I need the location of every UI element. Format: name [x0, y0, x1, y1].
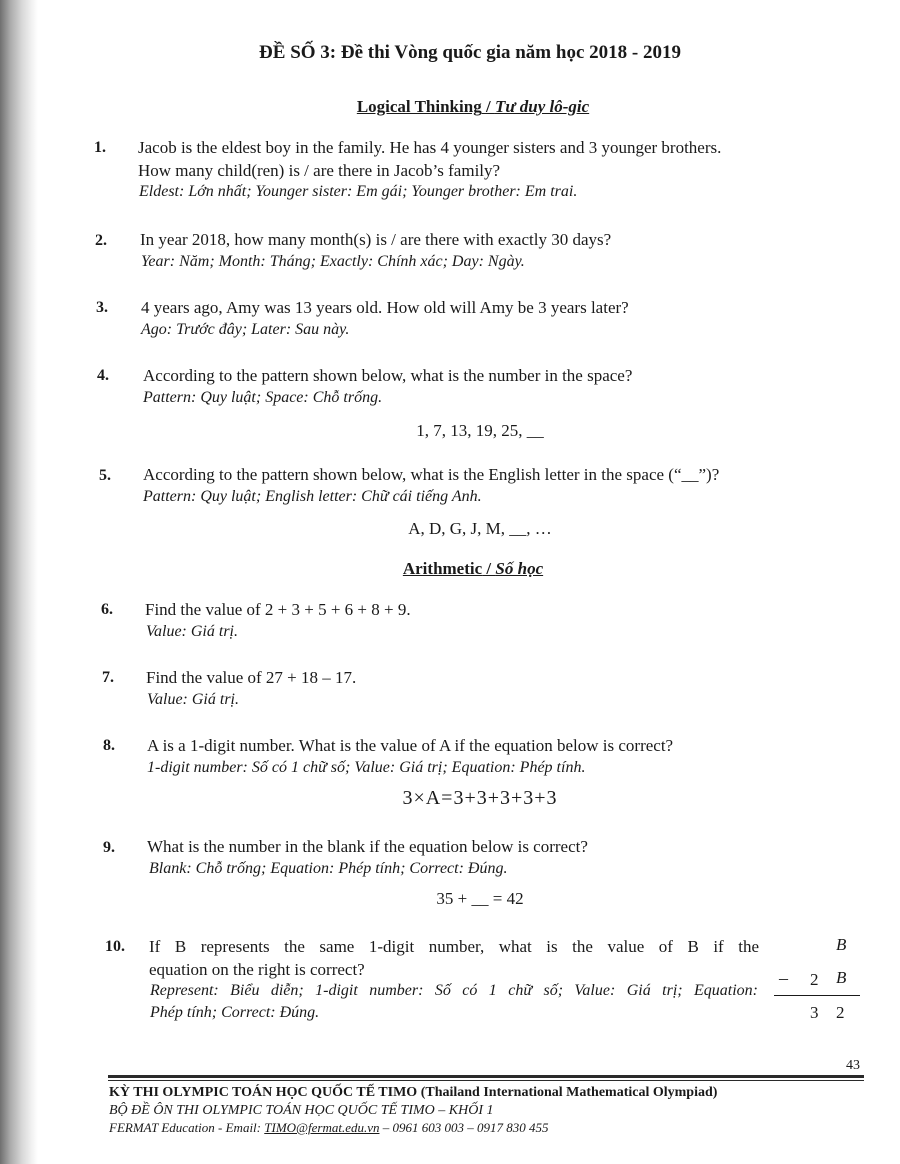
vertical-result-units: 2 — [836, 1003, 845, 1022]
question-text: According to the pattern shown below, what is the English letter in the space (“__”)? — [143, 465, 720, 484]
vertical-result-line — [774, 995, 860, 996]
section-heading-logical — [0, 97, 900, 117]
footer-book-line: BỘ ĐỀ ÔN THI OLYMPIC TOÁN HỌC QUỐC TẾ TIMO – KHỐI 1 — [109, 1103, 494, 1118]
question-vocab: Pattern: Quy luật; English letter: Chữ cái tiếng Anh. — [143, 488, 482, 505]
minus-sign: – — [779, 968, 788, 988]
question-vocab: Value: Giá trị. — [147, 691, 239, 708]
footer-phones: – 0961 603 003 – 0917 830 455 — [379, 1120, 549, 1135]
question-line: If B represents the same 1-digit number, what is the value of B if the — [149, 937, 759, 956]
question-text: Find the value of 27 + 18 – 17. — [146, 668, 357, 687]
scan-binding-edge — [0, 0, 38, 1164]
footer-email-link[interactable]: TIMO@fermat.edu.vn — [264, 1120, 380, 1135]
footer-olympiad-line: KỲ THI OLYMPIC TOÁN HỌC QUỐC TẾ TIMO (Thailand International Mathematical Olympiad) — [109, 1085, 718, 1100]
question-line: How many child(ren) is / are there in Jacob’s family? — [138, 161, 501, 180]
question-number: 8. — [103, 737, 115, 754]
footer-contact-line — [109, 1120, 548, 1136]
page-number: 43 — [846, 1058, 860, 1073]
vertical-middle-units: B — [836, 968, 847, 987]
footer-rule — [108, 1080, 864, 1081]
vertical-top-digit: B — [836, 935, 847, 954]
vertical-middle-tens: 2 — [810, 970, 819, 989]
question-vocab: Blank: Chỗ trống; Equation: Phép tính; Correct: Đúng. — [149, 860, 508, 877]
question-vocab: 1-digit number: Số có 1 chữ số; Value: Giá trị; Equation: Phép tính. — [147, 759, 586, 776]
question-number: 5. — [99, 467, 111, 484]
question-number: 3. — [96, 299, 108, 316]
page-title: ĐỀ SỐ 3: Đề thi Vòng quốc gia năm học 2018 - 2019 — [259, 42, 681, 63]
section-label-en: Arithmetic — [402, 559, 483, 578]
equation: 3×A=3+3+3+3+3 — [402, 787, 558, 809]
question-text — [149, 935, 759, 981]
pattern-sequence: 1, 7, 13, 19, 25, __ — [416, 421, 544, 440]
vocab-line: Phép tính; Correct: Đúng. — [150, 1004, 320, 1021]
question-number: 9. — [103, 839, 115, 856]
question-text: 4 years ago, Amy was 13 years old. How old will Amy be 3 years later? — [141, 298, 629, 317]
letter-sequence: A, D, G, J, M, __, … — [408, 519, 552, 538]
section-separator: / — [482, 559, 496, 578]
section-label-en: Logical Thinking — [356, 97, 482, 116]
question-vocab: Year: Năm; Month: Tháng; Exactly: Chính xác; Day: Ngày. — [141, 253, 525, 270]
footer-contact-prefix: FERMAT Education - Email: — [109, 1120, 265, 1135]
section-heading-arithmetic — [0, 559, 900, 579]
equation: 35 + __ = 42 — [436, 889, 524, 908]
question-number: 1. — [94, 139, 106, 156]
question-vocab: Pattern: Quy luật; Space: Chỗ trống. — [143, 389, 383, 406]
question-line: equation on the right is correct? — [149, 960, 365, 979]
question-text: A is a 1-digit number. What is the value of A if the equation below is correct? — [147, 736, 674, 755]
question-number: 6. — [101, 601, 113, 618]
question-text: Find the value of 2 + 3 + 5 + 6 + 8 + 9. — [145, 600, 411, 619]
vocab-line: Represent: Biểu diễn; 1-digit number: Số có 1 chữ số; Value: Giá trị; Equation: — [150, 982, 758, 999]
question-vocab: Value: Giá trị. — [146, 623, 238, 640]
question-line: Jacob is the eldest boy in the family. He has 4 younger sisters and 3 younger brothers. — [138, 138, 722, 157]
question-vocab: Ago: Trước đây; Later: Sau này. — [141, 321, 350, 338]
question-text — [138, 136, 858, 182]
footer-rule — [108, 1075, 864, 1078]
question-vocab: Eldest: Lớn nhất; Younger sister: Em gái; Younger brother: Em trai. — [139, 183, 578, 200]
question-number: 4. — [97, 367, 109, 384]
question-text: In year 2018, how many month(s) is / are there with exactly 30 days? — [140, 230, 612, 249]
question-text: According to the pattern shown below, what is the number in the space? — [143, 366, 633, 385]
section-separator: / — [481, 97, 495, 116]
vertical-result-tens: 3 — [810, 1003, 819, 1022]
question-number: 2. — [95, 232, 107, 249]
question-number: 7. — [102, 669, 114, 686]
section-label-vi: Số học — [495, 559, 544, 578]
question-text: What is the number in the blank if the equation below is correct? — [147, 837, 588, 856]
question-number: 10. — [105, 938, 125, 955]
section-label-vi: Tư duy lô-gic — [494, 97, 590, 116]
question-vocab — [150, 980, 758, 1024]
